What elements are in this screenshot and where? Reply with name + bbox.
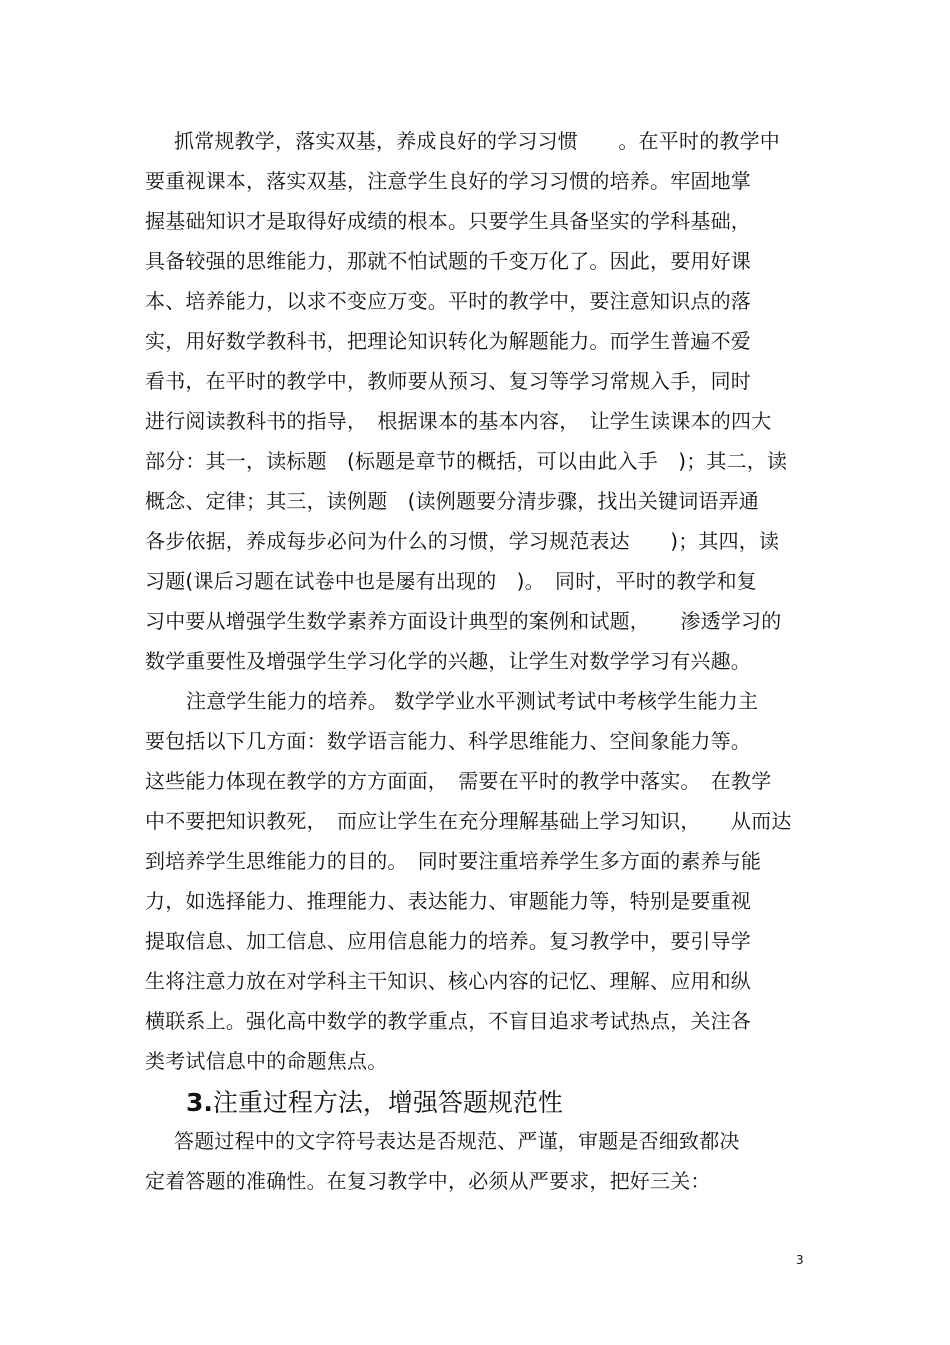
- text-line: 力，如选择能力、推理能力、表达能力、审题能力等，特别是要重视: [145, 889, 751, 913]
- text-line: 进行阅读教科书的指导， 根据课本的基本内容， 让学生读课本的四大: [145, 409, 772, 433]
- text-line: 习题(课后习题在试卷中也是屡有出现的 )。 同时，平时的教学和复: [145, 569, 758, 593]
- text-line: 部分：其一，读标题 (标题是章节的概括，可以由此入手 )；其二，读: [145, 449, 788, 473]
- text-line: 概念、定律；其三，读例题 (读例题要分清步骤，找出关键词语弄通: [145, 489, 760, 513]
- text-line: 这些能力体现在教学的方方面面， 需要在平时的教学中落实。 在教学: [145, 769, 772, 793]
- text-line: 看书，在平时的教学中，教师要从预习、复习等学习常规入手，同时: [145, 369, 751, 393]
- text-line: 习中要从增强学生数学素养方面设计典型的案例和试题， 渗透学习的: [145, 609, 782, 633]
- text-line: 类考试信息中的命题焦点。: [145, 1049, 388, 1073]
- section-heading: [186, 1087, 563, 1119]
- text-line: 本、培养能力，以求不变应万变。平时的教学中，要注意知识点的落: [145, 289, 751, 313]
- page-number: 3: [796, 1253, 804, 1267]
- text-line: 横联系上。强化高中数学的教学重点，不盲目追求考试热点，关注各: [145, 1009, 751, 1033]
- text-line: 要包括以下几方面：数学语言能力、科学思维能力、空间象能力等。: [145, 729, 751, 753]
- text-line: 到培养学生思维能力的目的。 同时要注重培养学生多方面的素养与能: [145, 849, 762, 873]
- text-line: 答题过程中的文字符号表达是否规范、严谨，审题是否细致都决: [174, 1129, 740, 1153]
- text-line: 要重视课本，落实双基，注意学生良好的学习习惯的培养。牢固地掌: [145, 169, 751, 193]
- text-line: 生将注意力放在对学科主干知识、核心内容的记忆、理解、应用和纵: [145, 969, 751, 993]
- text-line: 数学重要性及增强学生学习化学的兴趣，让学生对数学学习有兴趣。: [145, 649, 751, 673]
- text-line: 定着答题的准确性。在复习教学中，必须从严要求，把好三关：: [145, 1169, 711, 1193]
- section-title: 注重过程方法，增强答题规范性: [212, 1088, 563, 1117]
- section-number: 3.: [186, 1088, 213, 1117]
- text-line: 各步依据，养成每步必问为什么的习惯，学习规范表达 )；其四，读: [145, 529, 780, 553]
- text-line: 提取信息、加工信息、应用信息能力的培养。复习教学中，要引导学: [145, 929, 751, 953]
- text-line: 具备较强的思维能力，那就不怕试题的千变万化了。因此，要用好课: [145, 249, 751, 273]
- text-line: 握基础知识才是取得好成绩的根本。只要学生具备坚实的学科基础，: [145, 209, 751, 233]
- text-line: 注意学生能力的培养。 数学学业水平测试考试中考核学生能力主: [186, 689, 759, 713]
- text-line: 实，用好数学教科书，把理论知识转化为解题能力。而学生普遍不爱: [145, 329, 751, 353]
- text-line: 抓常规教学，落实双基，养成良好的学习习惯 。在平时的教学中: [174, 129, 780, 153]
- text-line: 中不要把知识教死， 而应让学生在充分理解基础上学习知识， 从而达: [145, 809, 792, 833]
